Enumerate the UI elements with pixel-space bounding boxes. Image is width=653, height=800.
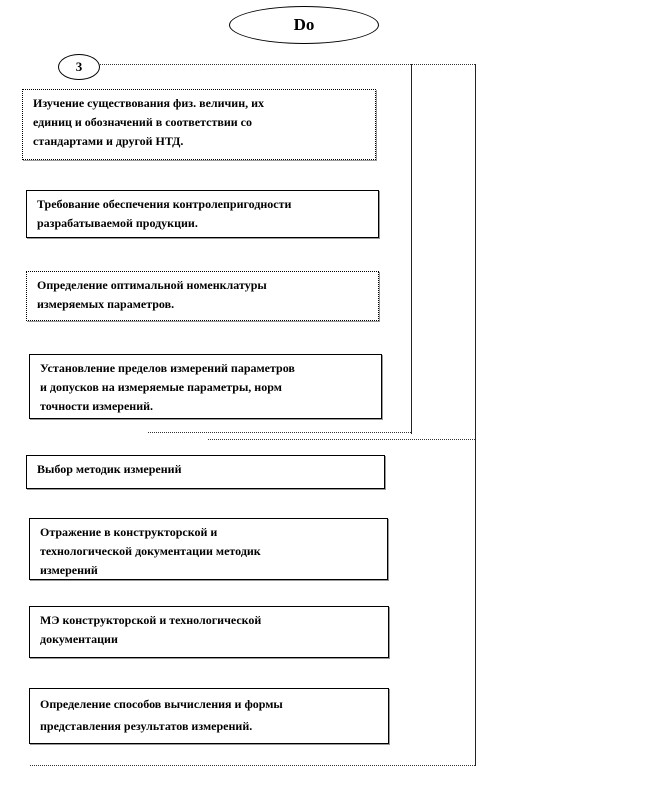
process-block-text: Определение способов вычисления и формы представления результатов измерений. — [40, 697, 283, 733]
process-block — [26, 455, 385, 489]
process-block-text: Отражение в конструкторской и технологической документации методик измерений — [40, 525, 261, 577]
process-block — [29, 688, 389, 744]
do-phase-title: Do — [293, 15, 315, 34]
process-block-text: Установление пределов измерений параметров и допусков на измеряемые параметры, норм точности измерений. — [40, 361, 295, 413]
process-block — [26, 190, 379, 238]
process-block-text: Определение оптимальной номенклатуры измеряемых параметров. — [37, 278, 267, 311]
process-block — [26, 271, 379, 321]
outer-vertical-line — [475, 64, 476, 766]
inner-vertical-line — [411, 64, 412, 434]
step-number-label: 3 — [75, 59, 83, 74]
process-block-text: Требование обеспечения контролепригодности разрабатываемой продукции. — [37, 197, 292, 230]
process-block-text: Изучение существования физ. величин, их единиц и обозначений в соответствии со стандартами и другой НТД. — [33, 96, 265, 148]
do-phase-oval — [229, 6, 379, 44]
process-block — [22, 89, 376, 160]
middle-connector-line — [208, 439, 475, 440]
upper-group-bottom-line — [148, 432, 411, 433]
top-connector-line — [100, 64, 475, 65]
step-number-circle — [58, 54, 100, 80]
process-block — [29, 606, 389, 658]
bottom-connector-line — [30, 765, 475, 766]
process-block — [29, 354, 382, 419]
process-block — [29, 518, 388, 580]
process-block-text: Выбор методик измерений — [37, 462, 182, 476]
process-block-text: МЭ конструкторской и технологической документации — [40, 613, 262, 646]
